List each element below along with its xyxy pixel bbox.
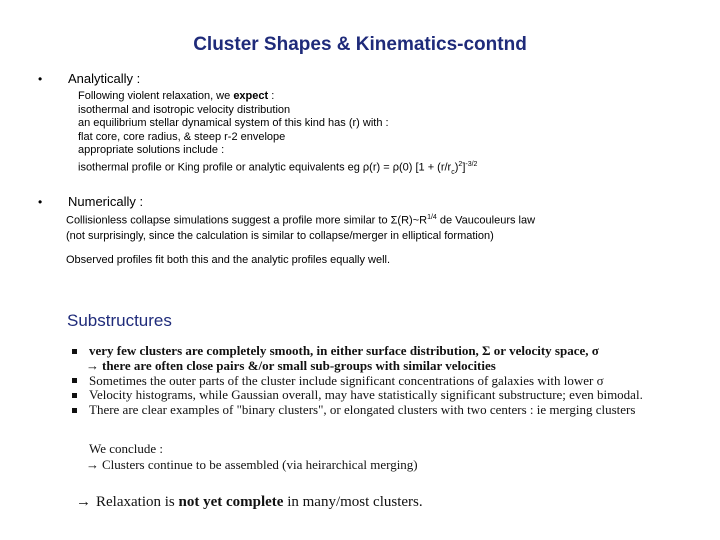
square-bullet-icon <box>72 393 77 398</box>
bullet-analytically: • <box>38 72 43 86</box>
arrow-right-icon: → <box>86 457 99 472</box>
square-bullet-icon <box>72 408 77 413</box>
analytic-line-3: an equilibrium stellar dynamical system of this kind has (r) with : <box>78 117 389 129</box>
bullet-numerically: • <box>38 195 43 209</box>
numeric-line-2: (not surprisingly, since the calculation is similar to collapse/merger in elliptical formation) <box>66 230 494 243</box>
arrow-right-icon: → <box>86 357 99 373</box>
analytic-line-2: isothermal and isotropic velocity distribution <box>78 103 291 116</box>
square-bullet-icon <box>72 378 77 383</box>
list-item: There are clear examples of "binary clusters", or elongated clusters with two centers : ie merging clusters <box>72 403 643 418</box>
final-statement: → Relaxation is not yet complete in many/most clusters. <box>76 494 423 510</box>
list-subitem: → there are often close pairs &/or small sub-groups with similar velocities <box>86 357 496 373</box>
slide-title: Cluster Shapes & Kinematics-contnd <box>193 34 527 55</box>
numeric-text-block <box>66 210 535 245</box>
numeric-line-3: Observed profiles fit both this and the analytic profiles equally well. <box>66 254 391 266</box>
analytically-heading: Analytically : <box>68 71 141 86</box>
analytic-line-5: appropriate solutions include : <box>78 144 225 156</box>
numeric-line-1: Collisionless collapse simulations suggest a profile more similar to $\Sigma(R)\sim R^{1/4}$ de Vaucouleurs law <box>66 214 536 227</box>
arrow-right-icon: → <box>76 494 91 510</box>
list-item: Velocity histograms, while Gaussian overall, may have statistically significant substructure; even bimodal. <box>72 388 643 403</box>
substructures-list <box>72 344 643 418</box>
list-item: Sometimes the outer parts of the cluster include significant concentrations of galaxies with lower σ <box>72 374 643 389</box>
conclude-subitem: → Clusters continue to be assembled (via heirarchical merging) <box>86 457 418 472</box>
analytic-line-1: Following violent relaxation, we expect : <box>78 90 275 102</box>
square-bullet-icon <box>72 349 77 354</box>
list-item: very few clusters are completely smooth, in either surface distribution, Σ or velocity space, σ <box>72 344 643 359</box>
conclude-heading: We conclude : <box>89 441 164 456</box>
numerically-heading: Numerically : <box>68 194 144 209</box>
analytic-line-6: isothermal profile or King profile or analytic equivalents eg ρ(r) = ρ(0) $[1 + (r/r_c)^2]^{-3/2}$ <box>78 160 478 176</box>
analytic-line-4: flat core, core radius, & steep r-2 envelope <box>78 130 286 143</box>
substructures-heading: Substructures <box>67 311 172 330</box>
analytic-text-block <box>78 90 477 179</box>
